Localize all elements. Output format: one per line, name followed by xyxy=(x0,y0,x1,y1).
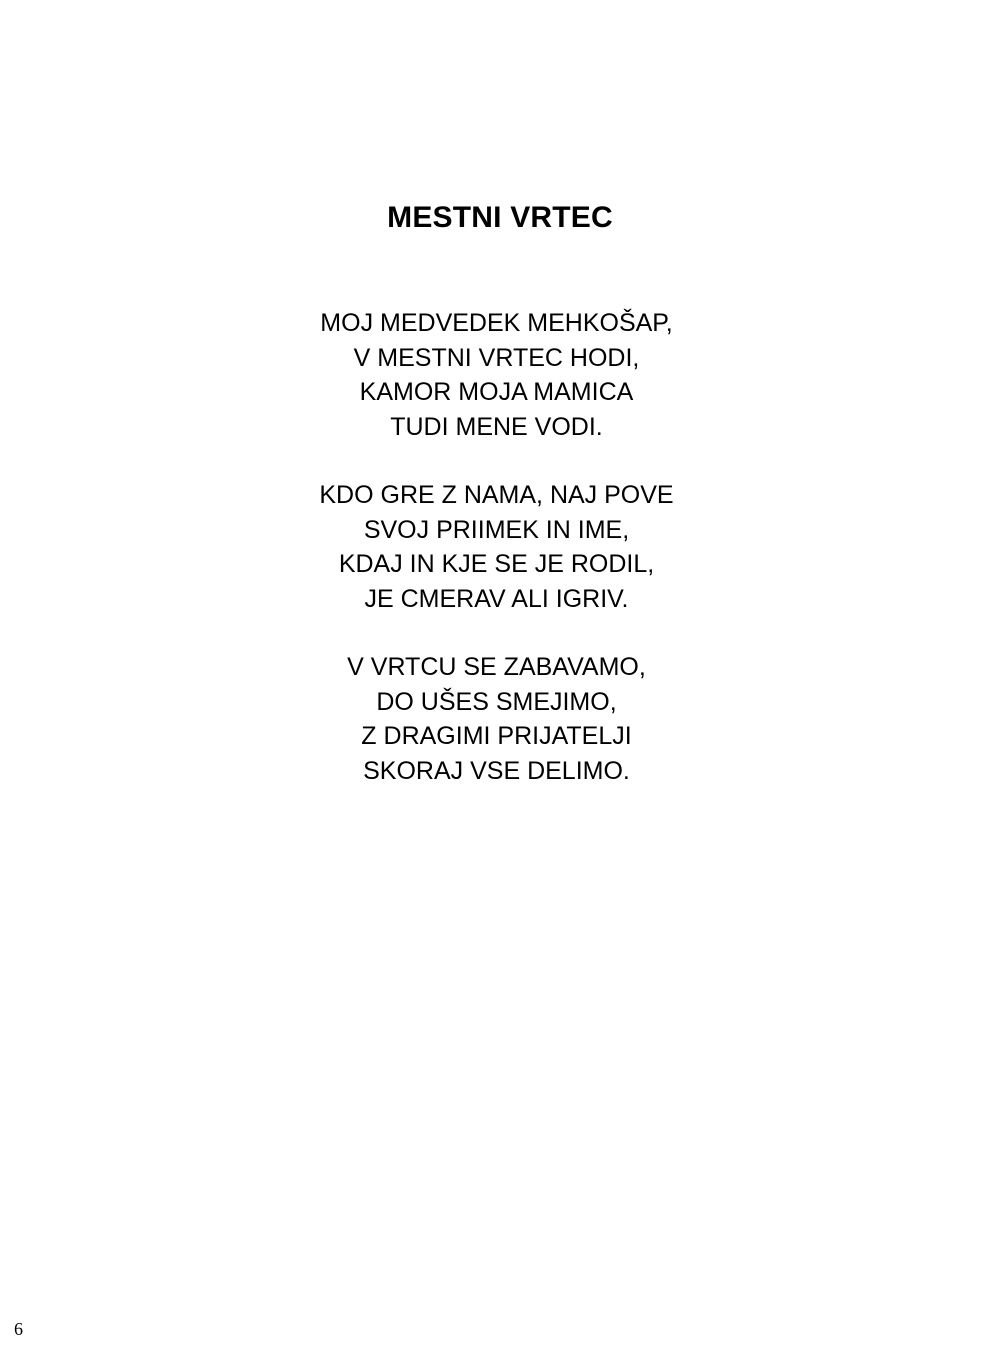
poem-line: SVOJ PRIIMEK IN IME, xyxy=(363,515,630,544)
page-number: 6 xyxy=(14,1319,23,1339)
poem-line: TUDI MENE VODI. xyxy=(390,412,603,441)
poem-title: MESTNI VRTEC xyxy=(387,201,613,234)
stanza-3 xyxy=(0,650,993,788)
poem-line: KAMOR MOJA MAMICA xyxy=(359,378,634,406)
stanza-2 xyxy=(0,478,993,616)
poem-line: Z DRAGIMI PRIJATELJI xyxy=(361,722,632,750)
poem-line: SKORAJ VSE DELIMO. xyxy=(363,756,630,785)
poem-line: KDAJ IN KJE SE JE RODIL, xyxy=(338,550,655,578)
poem-line: V VRTCU SE ZABAVAMO, xyxy=(347,653,646,681)
poem-line: V MESTNI VRTEC HODI, xyxy=(353,343,640,372)
poem-line: MOJ MEDVEDEK MEHKOŠAP, xyxy=(320,309,673,337)
poem-line: KDO GRE Z NAMA, NAJ POVE xyxy=(319,481,674,509)
stanza-1 xyxy=(0,306,993,444)
poem-line: JE CMERAV ALI IGRIV. xyxy=(364,584,629,613)
poem-body xyxy=(0,306,993,822)
poem-line: DO UŠES SMEJIMO, xyxy=(376,687,617,716)
